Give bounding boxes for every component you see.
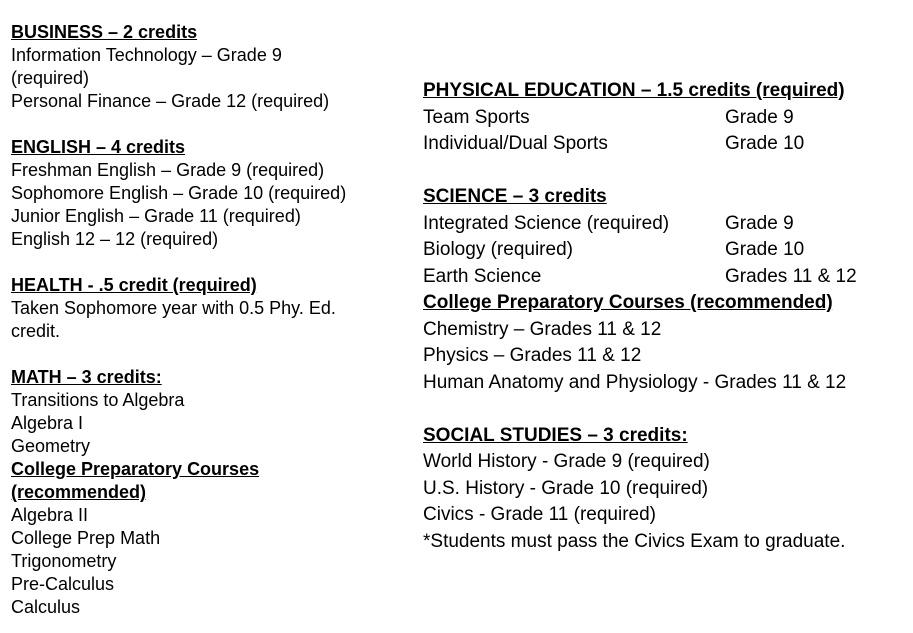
health-item: Taken Sophomore year with 0.5 Phy. Ed. credit. xyxy=(11,298,336,341)
math-item: Transitions to Algebra xyxy=(11,390,185,410)
business-item: Information Technology – Grade 9 (required) xyxy=(11,45,282,88)
english-item: Junior English – Grade 11 (required) xyxy=(11,206,301,226)
social-studies-note: *Students must pass the Civics Exam to graduate. xyxy=(423,530,846,552)
math-prep-item: Pre-Calculus xyxy=(11,574,115,594)
social-studies-heading: SOCIAL STUDIES – 3 credits: xyxy=(423,424,688,446)
math-prep-heading: College Preparatory Courses (recommended) xyxy=(11,459,260,502)
pe-course-grade: Grade 9 xyxy=(725,106,794,128)
pe-course-name: Team Sports xyxy=(423,106,530,128)
science-course-grade: Grades 11 & 12 xyxy=(725,265,857,287)
math-prep-item: College Prep Math xyxy=(11,528,161,548)
social-studies-item: U.S. History - Grade 10 (required) xyxy=(423,477,709,499)
pe-course-grade: Grade 10 xyxy=(725,133,805,154)
english-item: English 12 – 12 (required) xyxy=(11,229,219,249)
english-item: Freshman English – Grade 9 (required) xyxy=(11,160,325,180)
social-studies-item: World History - Grade 9 (required) xyxy=(423,451,710,472)
science-course-grade: Grade 9 xyxy=(725,212,794,234)
science-course-name: Earth Science xyxy=(423,265,542,287)
pe-row xyxy=(423,105,903,132)
science-heading: SCIENCE – 3 credits xyxy=(423,186,607,207)
math-item: Algebra I xyxy=(11,413,84,433)
pe-row xyxy=(423,131,903,158)
science-row xyxy=(423,211,903,238)
english-heading: ENGLISH – 4 credits xyxy=(11,137,186,157)
science-prep-item: Human Anatomy and Physiology - Grades 11 & 12 xyxy=(423,371,847,393)
english-item: Sophomore English – Grade 10 (required) xyxy=(11,183,347,203)
science-prep-heading: College Preparatory Courses (recommended) xyxy=(423,292,833,313)
science-row xyxy=(423,237,903,264)
health-heading: HEALTH - .5 credit (required) xyxy=(11,275,257,295)
business-heading: BUSINESS – 2 credits xyxy=(11,22,198,42)
science-prep-item: Chemistry – Grades 11 & 12 xyxy=(423,318,662,340)
science-section xyxy=(423,184,903,396)
health-section xyxy=(11,274,406,343)
science-course-name: Integrated Science (required) xyxy=(423,212,670,234)
physical-education-section xyxy=(423,78,903,158)
math-prep-item: Algebra II xyxy=(11,505,89,525)
business-item: Personal Finance – Grade 12 (required) xyxy=(11,91,330,111)
science-row xyxy=(423,264,903,291)
science-course-grade: Grade 10 xyxy=(725,239,805,260)
math-item: Geometry xyxy=(11,436,91,456)
math-prep-item: Trigonometry xyxy=(11,551,117,571)
business-section xyxy=(11,21,406,113)
pe-heading: PHYSICAL EDUCATION – 1.5 credits (required) xyxy=(423,80,845,101)
science-course-name: Biology (required) xyxy=(423,239,573,260)
social-studies-item: Civics - Grade 11 (required) xyxy=(423,504,657,525)
math-heading: MATH – 3 credits: xyxy=(11,367,162,387)
english-section xyxy=(11,136,406,251)
math-section xyxy=(11,366,406,619)
pe-course-name: Individual/Dual Sports xyxy=(423,133,608,154)
social-studies-section xyxy=(423,423,903,556)
science-prep-item: Physics – Grades 11 & 12 xyxy=(423,345,642,366)
math-prep-item: Calculus xyxy=(11,597,81,617)
left-column xyxy=(11,21,406,619)
right-column xyxy=(423,78,903,555)
